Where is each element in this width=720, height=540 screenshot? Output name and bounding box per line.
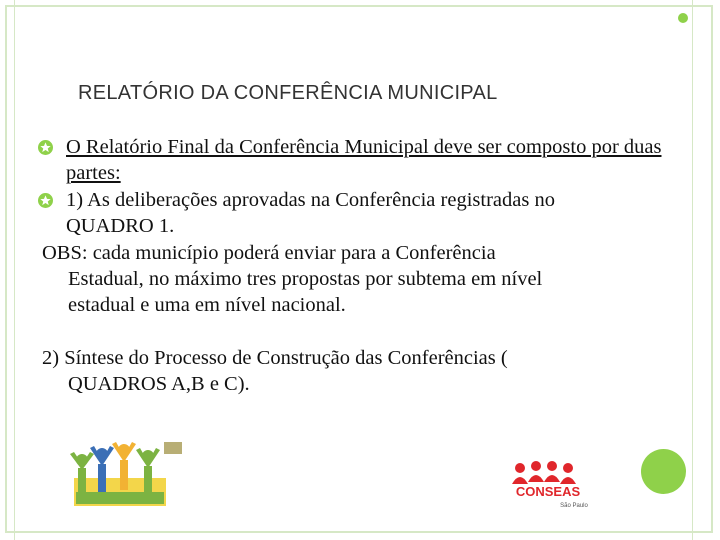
decorative-circle [641,449,686,494]
slide-title: RELATÓRIO DA CONFERÊNCIA MUNICIPAL [78,82,498,104]
bullet-item [38,187,678,239]
obs-line1: OBS: cada município poderá enviar para a Conferência [42,242,496,264]
obs-line2: Estadual, no máximo tres propostas por subtema em nível [68,268,543,290]
decorative-dot [678,13,688,23]
conseas-subtitle: São Paulo [560,503,588,509]
bullet-text-deliberations-line2: QUADRO 1. [66,215,175,237]
obs-line3: estadual e uma em nível nacional. [68,294,346,316]
star-icon [38,140,53,155]
synthesis-line1: 2) Síntese do Processo de Construção das Conferências ( [42,347,508,369]
synthesis-line2: QUADROS A,B e C). [68,373,250,395]
conference-logo [66,440,186,510]
slide-content [38,134,678,397]
obs-note [38,240,678,318]
conseas-name: CONSEAS [515,484,581,499]
bullet-item [38,134,678,186]
bullet-text-deliberations-line1: 1) As deliberações aprovadas na Conferência registradas no [66,189,555,211]
synthesis-note [38,345,678,397]
bullet-text-report-composition: O Relatório Final da Conferência Municipal deve ser composto por duas partes: [66,136,662,184]
star-icon [38,193,53,208]
conseas-logo [508,458,588,510]
